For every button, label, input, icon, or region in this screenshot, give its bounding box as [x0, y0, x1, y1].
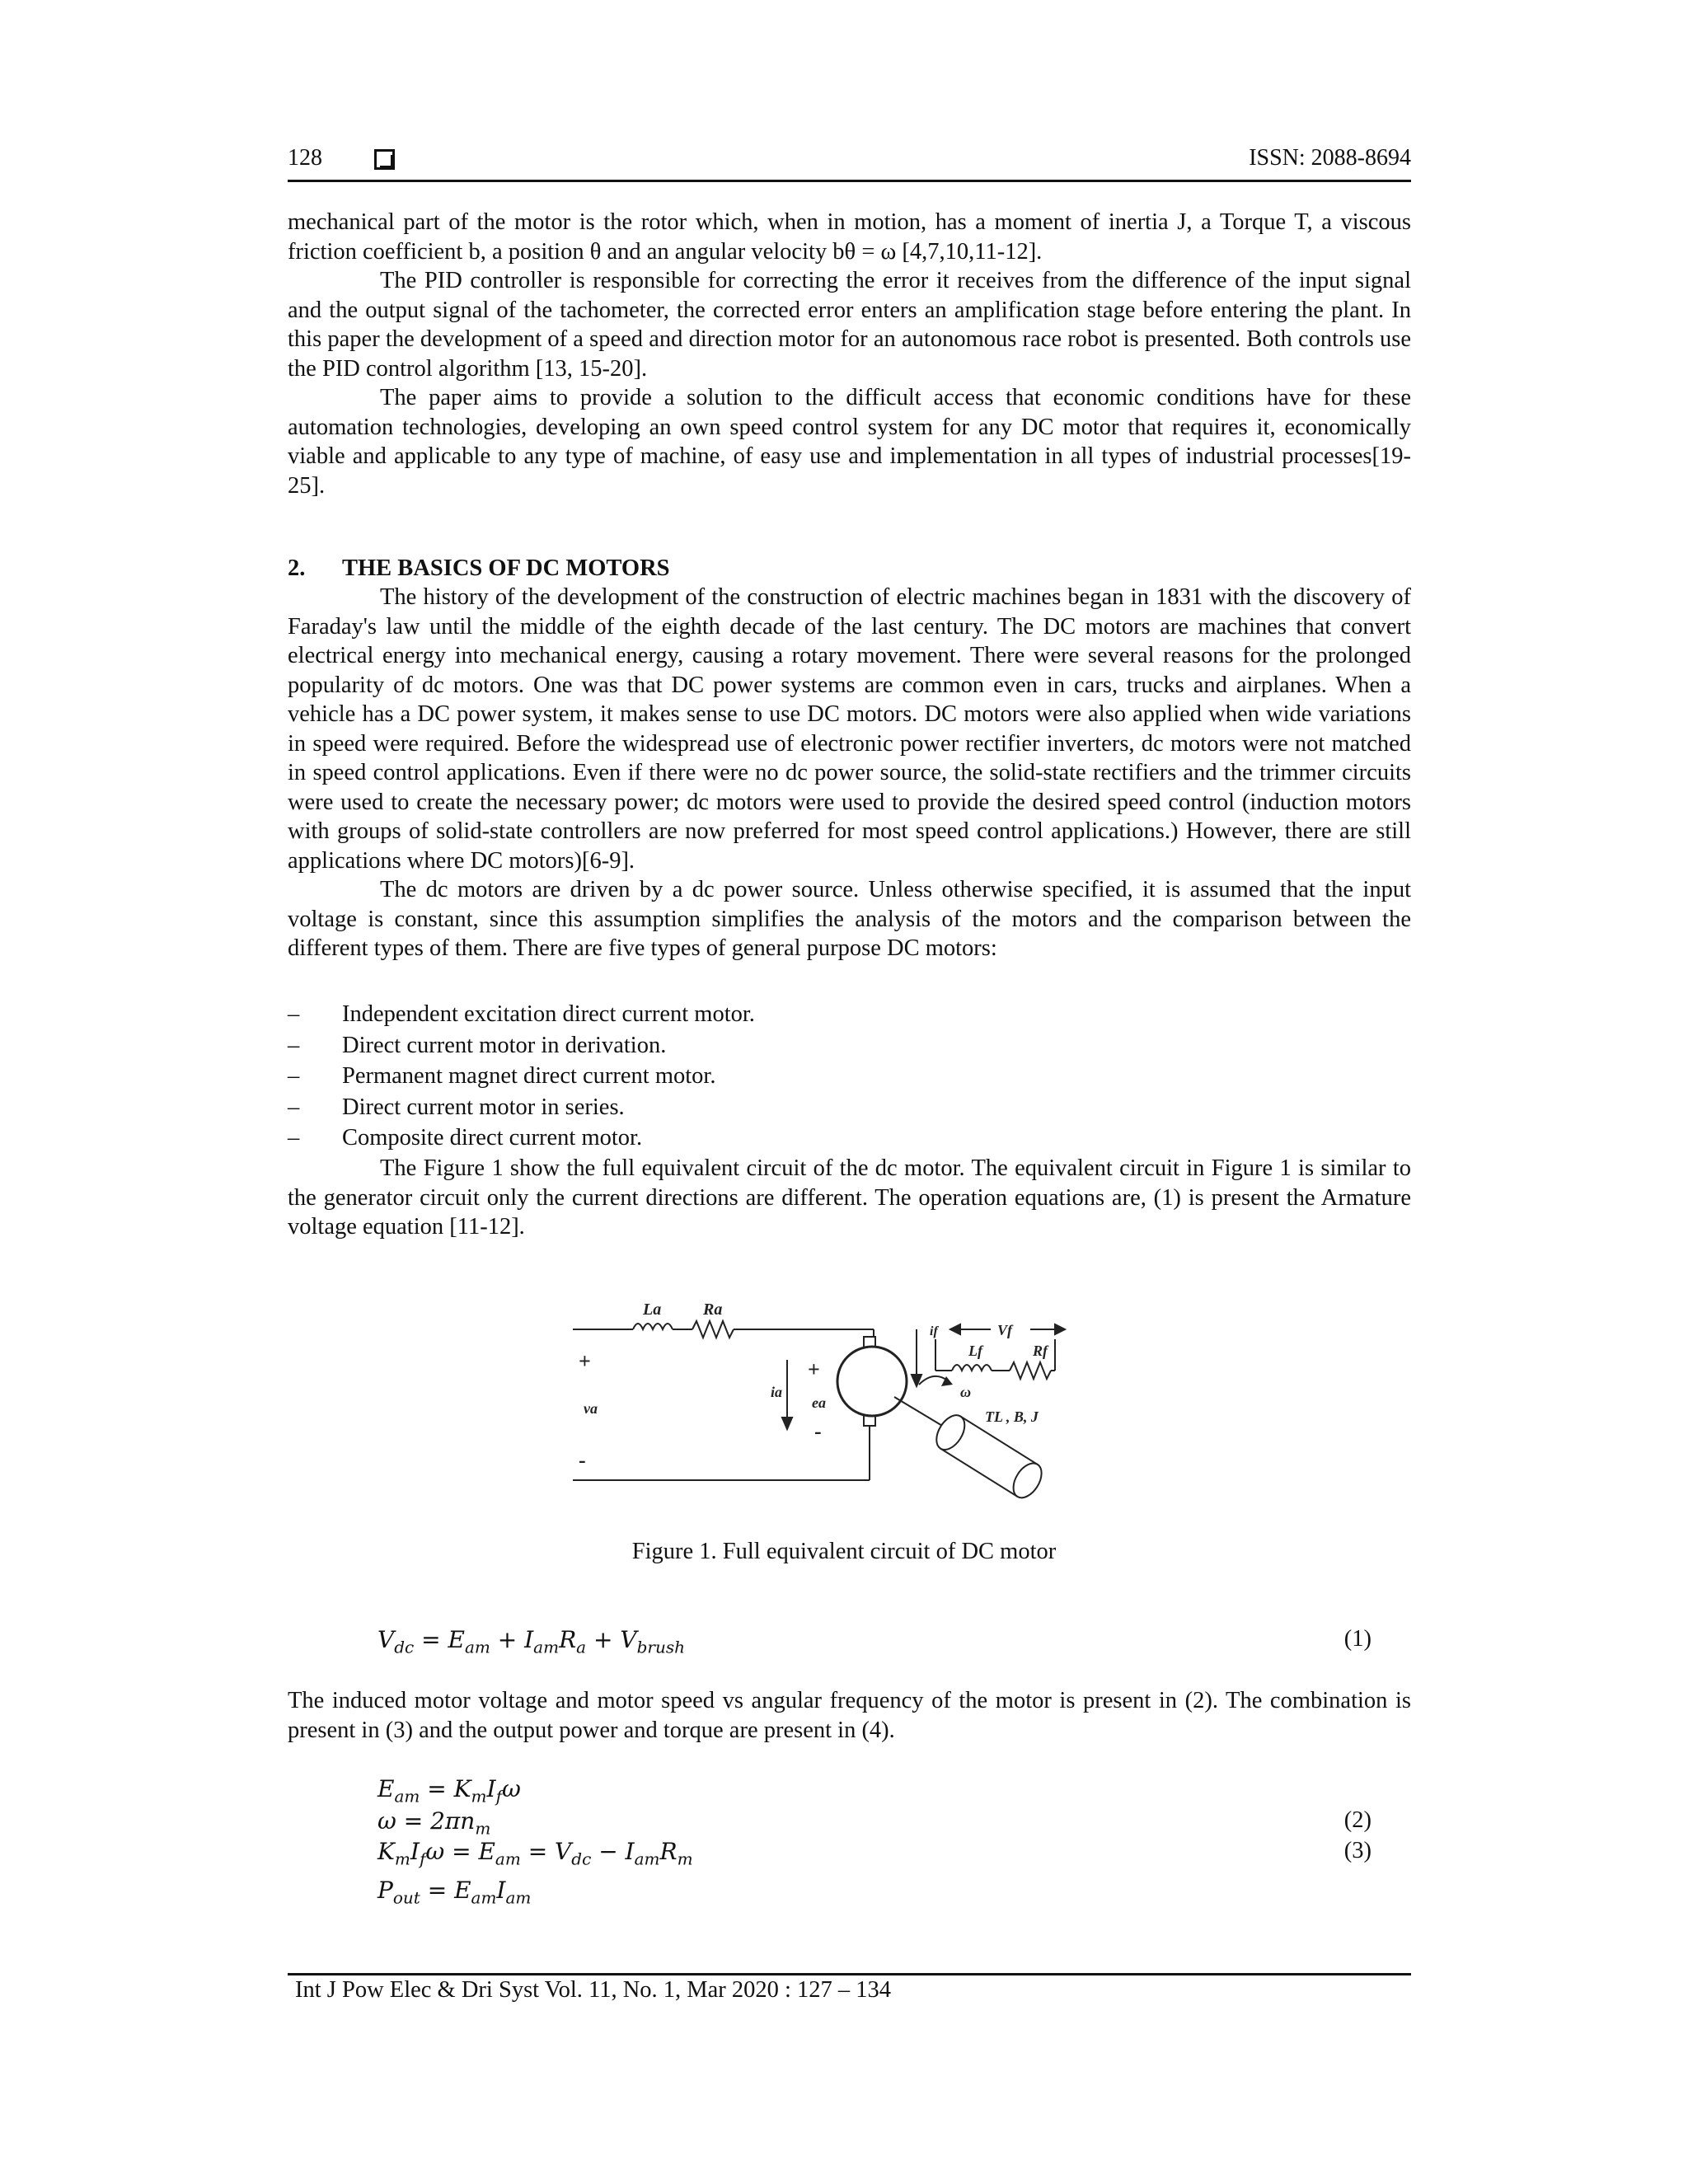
equation-expression: $K_mI_f\omega = E_{am} = V_{dc} - I_{am}R_m$: [377, 1838, 693, 1869]
motor-types-list: [288, 999, 1411, 1154]
page-number: 128: [288, 145, 322, 171]
list-item: – Direct current motor in derivation.: [288, 1032, 667, 1058]
label-Lf: Lf: [968, 1343, 982, 1359]
equation-1: [377, 1626, 1372, 1659]
label-ia: ia: [771, 1384, 783, 1400]
equation-expression: $\omega = 2\pi n_m$: [377, 1807, 491, 1839]
label-load: TL , B, J: [985, 1408, 1039, 1425]
equation-number: (3): [1343, 1838, 1372, 1863]
paragraph: The paper aims to provide a solution to the difficult access that economic conditions have for these automation technologies, developing an own speed control system for any DC motor that requires it, economically viable and applicable to any type of machine, of easy use and implementation in all types of industrial processes[19-25].: [288, 385, 1411, 499]
section-heading: [288, 554, 670, 583]
page-footer: Int J Pow Elec & Dri Syst Vol. 11, No. 1, Mar 2020 : 127 – 134: [295, 1977, 892, 2003]
issn: ISSN: 2088-8694: [1249, 145, 1411, 171]
list-item: – Composite direct current motor.: [288, 1125, 643, 1151]
equation-4: [377, 1877, 1372, 1910]
label-Ra: Ra: [703, 1301, 723, 1319]
checkbox-square-icon: [374, 149, 395, 170]
equation-expression: $V_{dc} = E_{am} + I_{am}R_a + V_{brush}$: [377, 1626, 685, 1657]
footer-rule: [288, 1973, 1411, 1975]
equation-2a: [377, 1775, 1372, 1808]
section-text: [288, 583, 1411, 963]
label-minus-left: -: [579, 1448, 586, 1472]
equation-number: (2): [1343, 1807, 1372, 1833]
equation-expression: $E_{am} = K_mI_f\omega$: [377, 1775, 521, 1807]
label-plus-motor: +: [808, 1357, 820, 1381]
equation-3: [377, 1838, 1372, 1871]
section-title: THE BASICS OF DC MOTORS: [342, 555, 670, 581]
label-minus-motor: -: [814, 1419, 822, 1443]
header-rule: [288, 180, 1411, 182]
equation-number: (1): [1343, 1626, 1372, 1652]
equation-expression: $P_{out} = E_{am}I_{am}$: [377, 1877, 532, 1908]
paragraph: mechanical part of the motor is the rotor which, when in motion, has a moment of inertia J, a Torque T, a viscous friction coefficient b, a position θ and an angular velocity bθ = ω [4,7,10,11-12].: [288, 209, 1411, 265]
paragraph: The dc motors are driven by a dc power source. Unless otherwise specified, it is assumed that the input voltage is constant, since this assumption simplifies the analysis of the motors and the comparison between the different types of them. There are five types of general purpose DC motors:: [288, 877, 1411, 961]
page-header: [288, 145, 1411, 178]
label-La: La: [643, 1301, 662, 1319]
label-plus-left: +: [579, 1349, 591, 1373]
label-va: va: [584, 1400, 598, 1417]
label-ea: ea: [812, 1394, 826, 1411]
label-if: if: [930, 1324, 938, 1338]
dc-motor-circuit-diagram: [569, 1294, 1113, 1516]
figure-caption: Figure 1. Full equivalent circuit of DC motor: [631, 1539, 1057, 1564]
equation-2b: [377, 1807, 1372, 1840]
label-omega: ω: [960, 1384, 972, 1400]
label-Rf: Rf: [1033, 1343, 1048, 1359]
list-item: – Independent excitation direct current motor.: [288, 1001, 755, 1027]
equations-intro-text: [288, 1686, 1411, 1745]
list-item: – Direct current motor in series.: [288, 1094, 625, 1120]
figure-intro-text: [288, 1154, 1411, 1242]
paragraph: The induced motor voltage and motor speed vs angular frequency of the motor is present in (2). The combination is present in (3) and the output power and torque are present in (4).: [288, 1688, 1411, 1743]
paragraph: The Figure 1 show the full equivalent circuit of the dc motor. The equivalent circuit in Figure 1 is similar to the generator circuit only the current directions are different. The operation equations are, (1) is present the Armature voltage equation [11-12].: [288, 1155, 1411, 1240]
intro-text: [288, 208, 1411, 500]
section-number: 2.: [288, 555, 306, 581]
paragraph: The history of the development of the construction of electric machines began in 1831 with the discovery of Faraday's law until the middle of the eighth decade of the last century. The DC motors are machines that convert electrical energy into mechanical energy, causing a rotary movement. There were several reasons for the prolonged popularity of dc motors. One was that DC power systems are common even in cars, trucks and airplanes. When a vehicle has a DC power system, it makes sense to use DC motors. DC motors were also applied when wide variations in speed were required. Before the widespread use of electronic power rectifier inverters, dc motors were not matched in speed control applications. Even if there were no dc power source, the solid-state rectifiers and the trimmer circuits were used to create the necessary power; dc motors were used to provide the desired speed control (induction motors with groups of solid-state controllers are now preferred for most speed control applications.) However, there are still applications where DC motors)[6-9].: [288, 584, 1411, 874]
label-vf: Vf: [997, 1322, 1012, 1338]
paragraph: The PID controller is responsible for correcting the error it receives from the difference of the input signal and the output signal of the tachometer, the corrected error enters an amplification stage before entering the plant. In this paper the development of a speed and direction motor for an autonomous race robot is presented. Both controls use the PID control algorithm [13, 15-20].: [288, 268, 1411, 382]
list-item: – Permanent magnet direct current motor.: [288, 1063, 716, 1089]
